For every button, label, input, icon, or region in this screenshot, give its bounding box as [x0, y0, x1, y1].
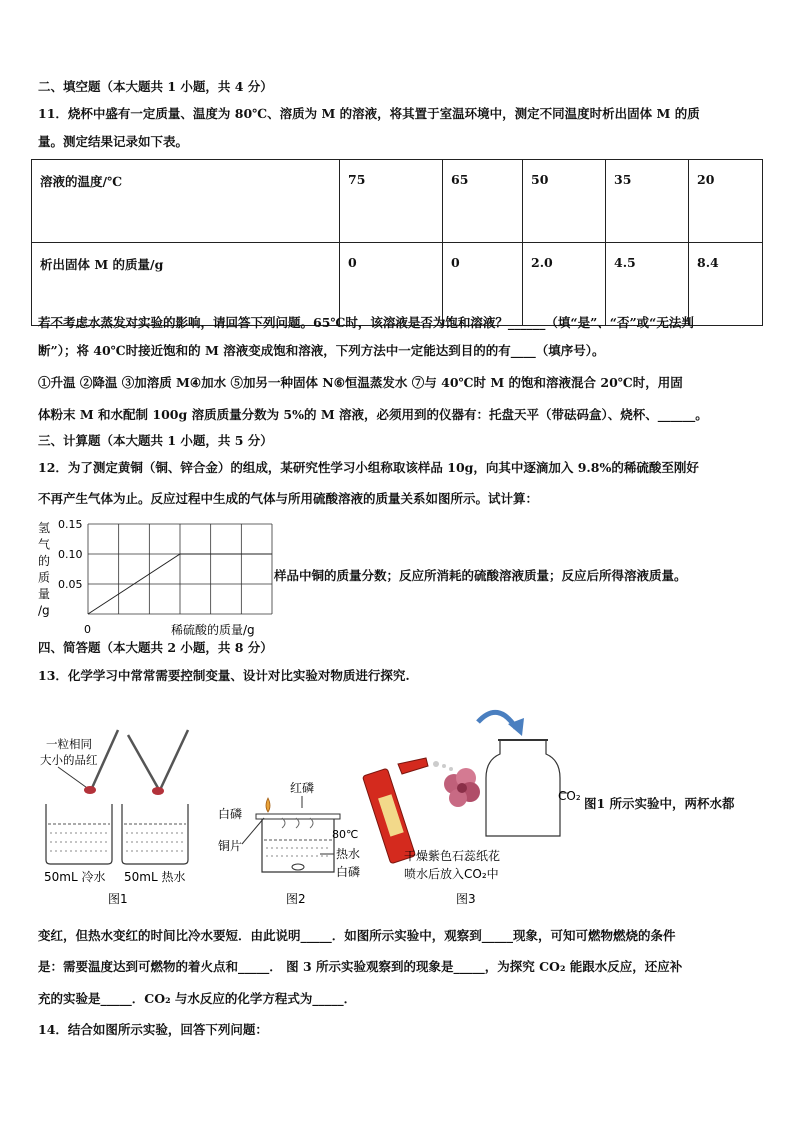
mass-cell: 4.5	[606, 243, 689, 326]
temp-cell: 65	[443, 160, 523, 243]
beaker-hot-icon	[122, 804, 188, 864]
q14-intro: 14．结合如图所示实验，回答下列问题：	[38, 1022, 268, 1037]
q13-intro: 13．化学学习中常常需要控制变量、设计对比实验对物质进行探究.	[38, 668, 410, 683]
q12-line1: 12．为了测定黄铜（铜、锌合金）的组成，某研究性学习小组称取该样品 10g，向其中逐滴加入 9.8%的稀硫酸至刚好	[38, 460, 699, 475]
fig3-desc-line1: 干燥紫色石蕊纸花	[404, 849, 501, 863]
q11-line5: ①升温 ②降温 ③加溶质 M④加水 ⑤加另一种固体 N⑥恒温蒸发水 ⑦与 40℃时 M 的饱和溶液混合 20℃时，用固	[38, 375, 683, 390]
fig3-desc-line2: 喷水后放入CO₂中	[404, 867, 499, 881]
flower-icon	[444, 768, 480, 807]
fig1	[40, 730, 188, 906]
q13-line3: 是：需要温度达到可燃物的着火点和_____． 图 3 所示实验观察到的现象是_____，为探究 CO₂ 能跟水反应，还应补	[38, 959, 683, 974]
mass-cell: 0	[340, 243, 443, 326]
fig2-temp-label: 80℃	[332, 828, 359, 841]
fig2-red-p: 红磷	[290, 781, 315, 795]
q11-line6: 体粉末 M 和水配制 100g 溶质质量分数为 5%的 M 溶液，必须用到的仪器有：托盘天平（带砝码盒）、烧杯、______。	[38, 407, 708, 422]
fig2-caption: 图2	[286, 892, 306, 906]
fig1-label-line2: 大小的品红	[40, 753, 98, 767]
y-label-char: 气	[38, 537, 51, 552]
gas-mass-chart	[36, 518, 276, 640]
q11-line2: 量。测定结果记录如下表。	[38, 134, 189, 149]
y-label-char: 量	[38, 587, 51, 601]
temp-cell: 50	[523, 160, 606, 243]
fig2-copper-label: 铜片	[218, 839, 243, 853]
temp-label: 溶液的温度/℃	[32, 160, 340, 243]
gas-jar-icon	[486, 740, 560, 836]
y-label-char: /g	[38, 603, 50, 618]
table-row	[32, 160, 763, 243]
fig1-label-line1: 一粒相同	[46, 737, 92, 751]
q12-line2: 不再产生气体为止。反应过程中生成的气体与所用硫酸溶液的质量关系如图所示。试计算：	[38, 491, 539, 506]
y-tick-label: 0.10	[58, 548, 83, 561]
fig2	[218, 780, 360, 906]
fig3	[362, 712, 580, 906]
y-tick-label: 0.15	[58, 518, 83, 531]
flame-icon	[266, 798, 270, 812]
fig3-co2-label: CO₂	[558, 789, 581, 803]
mass-label: 析出固体 M 的质量/g	[32, 243, 340, 326]
data-table	[31, 159, 763, 326]
spoon-icon	[128, 735, 158, 788]
fig2-hot-water-label: 热水	[336, 847, 361, 861]
q11-line3: 若不考虑水蒸发对实验的影响，请回答下列问题。65℃时，该溶液是否为饱和溶液？______（填“是”、“否”或“无法判	[38, 315, 694, 330]
section4-header: 四、简答题（本大题共 2 小题，共 8 分）	[38, 640, 273, 655]
fig2-white-p-bottom: 白磷	[336, 865, 361, 879]
q12-after-chart: 样品中铜的质量分数；反应所消耗的硫酸溶液质量；反应后所得溶液质量。	[274, 568, 687, 583]
y-tick-label: 0.05	[58, 578, 83, 591]
temp-cell: 20	[689, 160, 763, 243]
x-axis-label: 稀硫酸的质量/g	[171, 623, 255, 637]
fig1-caption: 图1	[108, 892, 128, 906]
beaker-cold-icon	[46, 804, 112, 864]
chart-grid	[88, 524, 272, 614]
q13-side: 图1 所示实验中，两杯水都	[584, 796, 735, 811]
temp-cell: 75	[340, 160, 443, 243]
q13-line4: 充的实验是_____．CO₂ 与水反应的化学方程式为_____．	[38, 991, 357, 1006]
fig3-caption: 图3	[456, 892, 476, 906]
q11-line1: 11．烧杯中盛有一定质量、温度为 80℃、溶质为 M 的溶液，将其置于室温环境中，测定不同温度时析出固体 M 的质	[38, 106, 700, 121]
origin-label: 0	[84, 623, 91, 636]
fig1-hot-label: 50mL 热水	[124, 870, 186, 884]
mass-cell: 0	[443, 243, 523, 326]
fig1-cold-label: 50mL 冷水	[44, 870, 106, 884]
spoon-icon	[160, 730, 188, 790]
q13-figures	[30, 700, 590, 912]
y-label-char: 氢	[38, 521, 51, 535]
y-axis-label	[38, 521, 50, 618]
section2-header: 二、填空题（本大题共 1 小题，共 4 分）	[38, 79, 273, 94]
q11-line4: 断”）；将 40℃时接近饱和的 M 溶液变成饱和溶液，下列方法中一定能达到目的的有____（填序号）。	[38, 343, 605, 358]
temp-cell: 35	[606, 160, 689, 243]
copper-plate	[256, 814, 340, 819]
q13-line2: 变红，但热水变红的时间比冷水要短．由此说明_____．如图所示实验中，观察到_____现象，可知可燃物燃烧的条件	[38, 928, 676, 943]
y-label-char: 的	[38, 554, 51, 568]
mass-cell: 8.4	[689, 243, 763, 326]
y-label-char: 质	[38, 570, 51, 585]
fig2-white-p-top: 白磷	[218, 807, 243, 821]
y-ticks	[58, 518, 83, 591]
section3-header: 三、计算题（本大题共 1 小题，共 5 分）	[38, 433, 273, 448]
mass-cell: 2.0	[523, 243, 606, 326]
